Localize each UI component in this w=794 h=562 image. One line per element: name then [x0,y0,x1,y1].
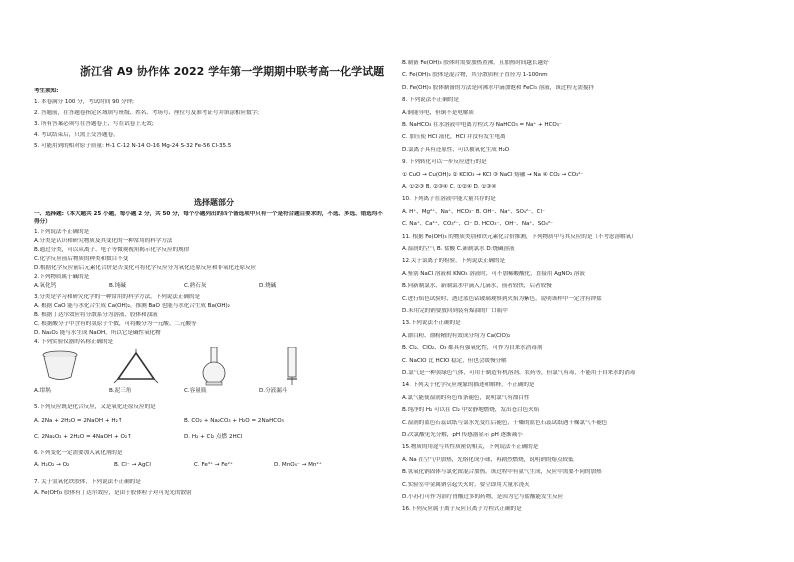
option-line: D.根据化学反应前后元素化合价是否变化可将化学反应分为氧化还原反应和非氧化还原反应 [34,265,257,271]
right-line: B.制备 Fe(OH)₃ 胶体时需要加热煮沸，且加热时间越长越好 [402,60,549,66]
option-line: A. Fe(OH)₃ 胶体有丁达尔效应，是由于胶体粒子对可见光的散射 [34,490,192,496]
option: A. H₂O₂ → O₂ [34,462,70,468]
notice-item: 3. 所有答案必须写在答题卷上，写在试卷上无效; [34,121,154,127]
option: C.熟石灰 [184,283,207,289]
right-line: 14. 下列关于化学反应现象的描述和解释，不正确的是 [402,382,535,389]
question-stem: 5.下列反应既是化合反应，又是氧化还原反应的是 [34,404,156,410]
right-line: D.氯离子具有还原性，可以被氧化生成 H₂O [402,146,510,153]
right-line: 16.下列反应属于离子反应且离子方程式正确的是 [402,506,522,513]
question-stem: 3.分类是学习和研究化学的一种常用的科学方法，下列说法正确的是 [34,294,201,300]
right-line: A.氯气能使湿润的有色布条褪色，说明氯气有漂白性 [402,394,530,401]
option: C.容量瓶 [184,388,207,394]
option: B. CO₂ + Na₂CO₃ + H₂O = 2NaHCO₃ [184,418,284,424]
right-line: C. Na⁺、Ca²⁺、CO₃²⁻、Cl⁻ D. HCO₃⁻、OH⁻、Na⁺、SO₄²⁻ [402,221,553,228]
right-line: 15.物质的用途与其性质密切相关，下列说法不正确的是 [402,444,539,451]
option: A.氧化钙 [34,283,57,289]
right-line: A. ①②③ B. ②③④ C. ①②④ D. ①③④ [402,184,497,190]
right-line: C. Fe(OH)₃ 胶体是混合物，其分散质粒子直径为 1-100nm [402,72,548,79]
right-line: D. Fe(OH)₃ 胶体制备的方法是向沸水中滴加饱和 FeCl₃ 溶液，该过程无需搅拌 [402,84,595,91]
right-line: A. H⁺、Mg²⁺、Na⁺、HCO₃⁻ B. OH⁻、Na⁺、SO₄²⁻、Cl⁻ [402,208,545,215]
burette-icon [287,347,297,385]
clay-triangle-icon [114,349,158,383]
notice-heading: 考生须知: [34,88,59,94]
option: C. Fe³⁺ → Fe²⁺ [194,462,233,468]
option: C. 2Na₂O₂ + 2H₂O = 4NaOH + O₂↑ [34,434,132,440]
right-line: ① CuO → Cu(OH)₂ ② KClO₃ → KCl ③ NaCl 熔融 → Na ④ CO₂ → CO₃²⁻ [402,171,584,178]
part1-heading: 一、选择题:（本大题共 25 小题，每小题 2 分，共 50 分，每个小题列出的四个备选项中只有一个是符合题目要求的，不选、多选、错选均不得分） [34,211,383,225]
right-line: D.小苏打可作为治疗胃酸过多的药物，是因为它与盐酸能发生反应 [402,494,564,500]
right-line: D.氯气是一种黄绿色气体，可用于制造有机溶剂、农药等，但氯气有毒，不能用于自来水的消毒 [402,370,636,376]
notice-item: 2. 答题前，在答题卷指定区域填写班级、姓名、考场号、座位号及准考证号并填涂相应数字; [34,110,260,116]
option: A. 2Na + 2H₂O = 2NaOH + H₂↑ [34,418,123,424]
q5-options-row2 [34,434,354,441]
q5-options-row1 [34,418,354,425]
right-line: B. Cl₂、ClO₂、O₃ 都具有强氧化性，可作为自来水消毒剂 [402,345,543,352]
notice-item: 1. 本卷满分 100 分，考试时间 90 分钟; [34,99,134,105]
right-line: C. 加压使 HCl 液化，HCl 并没有发生电离 [402,134,506,141]
option: B.泥三角 [109,388,132,394]
right-line: 12.关于氯离子的检验，下列说法正确的是 [402,258,505,265]
crucible-icon [43,351,77,380]
question-stem: 6.下列变化一定需要加入氧化剂的是 [34,450,123,456]
option-line: B.通过分类，可以从离子、电子等微观视角揭示化学反应的规律 [34,247,190,253]
option: D. MnO₄⁻ → Mn²⁺ [274,462,322,468]
option: A.坩埚 [34,388,51,394]
right-line: B.氢氧化钠固体与氯化铵混合加热，该过程中有氨气生成，反应中需要不同的加热 [402,469,602,476]
question-stem: 7. 关于氢氧化铁胶体，下列说法不正确的是 [34,479,141,485]
right-line: A.湿润的空气 B. 盐酸 C.新制氯水 D.烧碱溶液 [402,246,515,252]
right-line: D.未用完的钠要放回到装有煤油的广口瓶中 [402,308,508,314]
option: B.纯碱 [109,283,126,289]
right-line: C.湿润的蓝色石蕊试纸与氯水先变红后褪色，干燥的蓝色石蕊试纸遇干燥氯气不褪色 [402,419,608,426]
right-line: 10. 下列离子在溶液中能大量共存的是 [402,196,496,203]
option-line: A. 根据 CaO 能与水化合生成 Ca(OH)₂，推测 BaO 也能与水化合生成 Ba(OH)₂ [34,303,230,309]
right-line: C. NaClO 比 HClO 稳定，但也会缓慢分解 [402,357,507,364]
flask-icon [203,347,225,385]
option-line: B. 根据丁达尔效应将分散系分为溶液、胶体和浊液 [34,312,158,318]
option: D.分液漏斗 [259,388,288,394]
right-line: 11. 根据 Fe(OH)₃ 的物质类别和铁元素化合价推测，下列物质中与其反应的是（不考虑溶解氧） [402,233,637,240]
q6-options [34,462,354,469]
question-stem: 1.下列说法不正确的是 [34,229,90,235]
notice-item: 4. 考试结束后，只需上交答题卷。 [34,132,119,138]
option: D. H₂ + Cl₂ 点燃 2HCl [184,434,243,440]
right-line: 8. 下列说法不正确的是 [402,97,459,104]
right-line: C.实验室中金属钠引起失火时，要立即用大量水浇灭 [402,481,530,488]
option-line: D. Na₂O₂ 能与水生成 NaOH，所以它是碱性氧化物 [34,330,161,336]
right-line: 9. 下列转化可以一步反应进行的是 [402,159,487,166]
right-line: B.纯净的 H₂ 可以在 Cl₂ 中安静地燃烧，发出苍白色火焰 [402,407,540,414]
apparatus-figures [34,347,334,387]
option-line: C. 根据酸分子中含有的氢原子个数，可将酸分为一元酸、二元酸等 [34,321,197,327]
right-line: A.漂白粉、漂粉精的有效成分均为 Ca(ClO)₂ [402,332,511,339]
question-stem: 4. 下列实验仪器的名称正确的是 [34,339,114,345]
right-line: D.次氯酸见光分解，pH 传感器显示 pH 逐渐减小 [402,432,523,438]
option-line: A.分类是认识和研究物质及其变化的一种常用的科学方法 [34,238,173,244]
right-line: A. Na 在空气中加热，先熔化成小球，再剧烈燃烧，说明钠的熔点较低 [402,456,574,463]
right-line: 13.下列说法不正确的是 [402,320,461,327]
right-line: A.鉴别 NaCl 溶液和 KNO₃ 溶液时，可不加稀酸酸化，直接用 AgNO₃ 溶液 [402,270,585,277]
q4-options [34,388,334,395]
right-line: A.铜能导电，但铜不是电解质 [402,109,474,116]
option: D.烧碱 [259,283,277,289]
right-line: B.向新制氯水、新制氯水中滴入几滴水，前者较快，后者较慢 [402,283,552,290]
right-line: B. NaHCO₃ 在水溶液中电离方程式为 NaHCO₃ = Na⁺ + HCO₃⁻ [402,122,562,128]
right-line: C.进行焰色试验时，透过蓝色钴玻璃观察到火焰为紫色，说明该样中一定含有钾盐 [402,295,602,302]
q2-options [34,283,334,290]
notice-item: 5. 可能用到的相对原子质量: H-1 C-12 N-14 O-16 Mg-24 S-32 Fe-56 Cl-35.5 [34,143,232,149]
section-title: 选择题部分 [194,198,234,207]
option: B. Cl⁻ → AgCl [114,462,151,468]
exam-title: 浙江省 A9 协作体 2022 学年第一学期期中联考高一化学试题 [80,65,385,78]
option-line: C.化学反应前后物质的种类和数目不变 [34,256,129,262]
question-stem: 2.下列物质属于碱的是 [34,274,90,280]
